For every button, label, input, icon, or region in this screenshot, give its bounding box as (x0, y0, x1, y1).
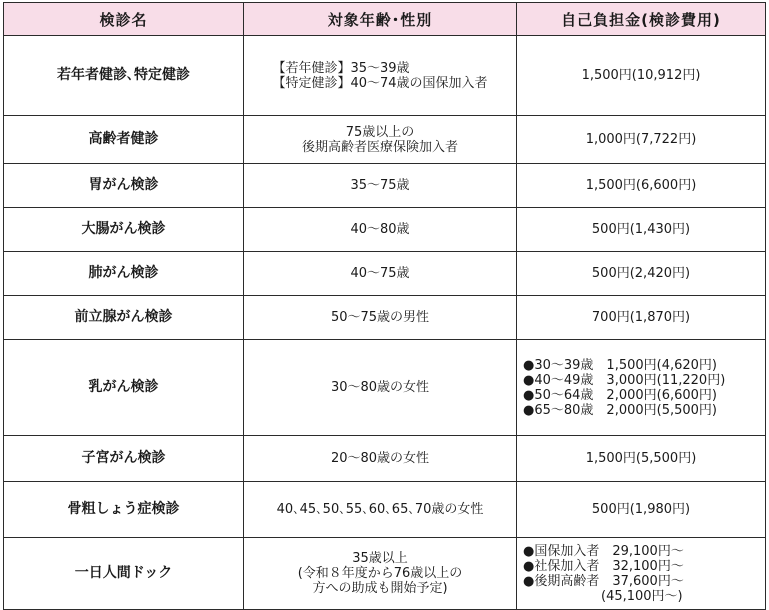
cost-cell: 1,000円(7,722円) (517, 116, 766, 164)
table-row (4, 252, 766, 296)
screening-name: 高齢者健診 (4, 116, 244, 164)
screening-name: 骨粗しょう症検診 (4, 482, 244, 538)
header-cost: 自己負担金(検診費用) (517, 3, 766, 36)
screening-name: 前立腺がん検診 (4, 296, 244, 340)
table-row (4, 116, 766, 164)
screening-name: 肺がん検診 (4, 252, 244, 296)
target-cell: 40～80歳 (244, 208, 517, 252)
target-cell: 30～80歳の女性 (244, 340, 517, 436)
cost-line: ●65～80歳 2,000円(5,500円) (523, 402, 718, 418)
target-cell: 40､45､50､55､60､65､70歳の女性 (244, 482, 517, 538)
cost-cell (517, 538, 766, 610)
table-row (4, 36, 766, 116)
target-line: 【特定健診】40～74歳の国保加入者 (272, 75, 488, 91)
cost-cell: 500円(1,980円) (517, 482, 766, 538)
cost-cell: 1,500円(6,600円) (517, 164, 766, 208)
table-row (4, 340, 766, 436)
cost-cell: 1,500円(5,500円) (517, 436, 766, 482)
cost-line: ●後期高齢者 37,600円～ (523, 573, 684, 589)
cost-line: ●社保加入者 32,100円～ (523, 558, 684, 574)
target-cell: 20～80歳の女性 (244, 436, 517, 482)
target-line: 方への助成も開始予定) (312, 581, 448, 596)
cost-line: (45,100円～) (523, 588, 683, 604)
header-row (4, 3, 766, 36)
target-cell: 50～75歳の男性 (244, 296, 517, 340)
cost-line: ●40～49歳 3,000円(11,220円) (523, 372, 726, 388)
cost-cell: 700円(1,870円) (517, 296, 766, 340)
screening-name: 大腸がん検診 (4, 208, 244, 252)
cost-cell: 500円(1,430円) (517, 208, 766, 252)
cost-line: ●50～64歳 2,000円(6,600円) (523, 387, 718, 403)
target-line: 【若年健診】35～39歳 (272, 60, 410, 76)
screening-table (3, 2, 766, 610)
cost-cell (517, 340, 766, 436)
table-row (4, 164, 766, 208)
table-row (4, 208, 766, 252)
target-line: 後期高齢者医療保険加入者 (301, 139, 458, 155)
header-target: 対象年齢･性別 (244, 3, 517, 36)
target-line: (令和８年度から76歳以上の (297, 566, 463, 581)
screening-name: 子宮がん検診 (4, 436, 244, 482)
target-line: 75歳以上の (345, 124, 415, 140)
cost-cell: 1,500円(10,912円) (517, 36, 766, 116)
target-cell (244, 36, 517, 116)
cost-line: ●国保加入者 29,100円～ (523, 543, 684, 559)
target-cell: 35～75歳 (244, 164, 517, 208)
screening-name: 若年者健診､特定健診 (4, 36, 244, 116)
table-row (4, 482, 766, 538)
cost-cell: 500円(2,420円) (517, 252, 766, 296)
target-cell (244, 116, 517, 164)
screening-name: 胃がん検診 (4, 164, 244, 208)
table-row (4, 436, 766, 482)
screening-name: 一日人間ドック (4, 538, 244, 610)
cost-line: ●30～39歳 1,500円(4,620円) (523, 357, 718, 373)
screening-name: 乳がん検診 (4, 340, 244, 436)
table-row (4, 538, 766, 610)
header-screening-name: 検診名 (4, 3, 244, 36)
target-line: 35歳以上 (352, 551, 408, 566)
table-row (4, 296, 766, 340)
target-cell (244, 538, 517, 610)
target-cell: 40～75歳 (244, 252, 517, 296)
